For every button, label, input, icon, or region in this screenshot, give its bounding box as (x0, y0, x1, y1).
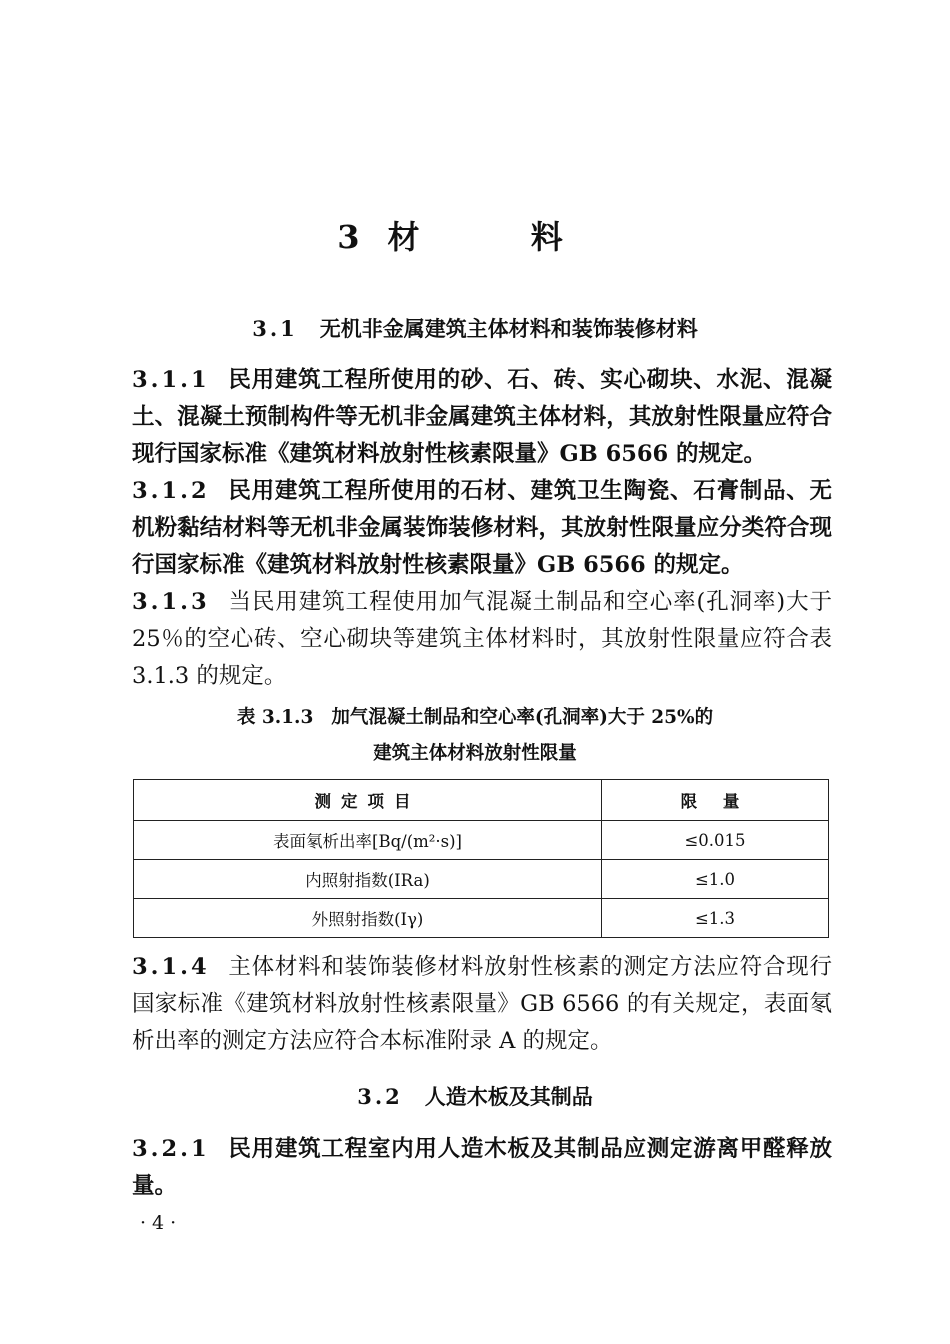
row-item: 内照射指数(IRa) (134, 860, 602, 899)
clause-3-1-4 (132, 949, 832, 1060)
clause-3-1-1 (132, 362, 832, 473)
header-item: 测定项目 (134, 780, 602, 821)
clause-text: 民用建筑工程所使用的石材、建筑卫生陶瓷、石膏制品、无机粉黏结材料等无机非金属装饰装修材料，其放射性限量应分类符合现行国家标准《建筑材料放射性核素限量》GB 6566 的规定。 (132, 478, 832, 578)
table-caption-line-2: 建筑主体材料放射性限量 (373, 743, 577, 764)
section-heading-3-2 (0, 1081, 950, 1111)
clause-text: 当民用建筑工程使用加气混凝土制品和空心率(孔洞率)大于 25％的空心砖、空心砌块等建筑主体材料时，其放射性限量应符合表 3.1.3 的规定。 (132, 589, 832, 689)
clause-text: 民用建筑工程室内用人造木板及其制品应测定游离甲醛释放量。 (132, 1136, 832, 1199)
table-row (134, 899, 829, 938)
chapter-title-text: 材 料 (387, 218, 613, 256)
chapter-number: 3 (337, 218, 362, 256)
radioactivity-limits-table (133, 779, 829, 938)
row-limit: ≤1.0 (602, 860, 829, 899)
clause-number: 3.2.1 (132, 1136, 210, 1162)
table-row (134, 821, 829, 860)
section-title: 无机非金属建筑主体材料和装饰装修材料 (319, 316, 698, 341)
clause-text: 民用建筑工程所使用的砂、石、砖、实心砌块、水泥、混凝土、混凝土预制构件等无机非金属建筑主体材料，其放射性限量应符合现行国家标准《建筑材料放射性核素限量》GB 6566 的规定。 (132, 367, 832, 467)
page-number: ·4· (140, 1212, 183, 1234)
clause-number: 3.1.1 (132, 367, 210, 393)
clause-text: 主体材料和装饰装修材料放射性核素的测定方法应符合现行国家标准《建筑材料放射性核素限量》GB 6566 的有关规定，表面氡析出率的测定方法应符合本标准附录 A 的规定。 (132, 954, 832, 1054)
header-limit: 限 量 (602, 780, 829, 821)
table-caption-text: 加气混凝土制品和空心率(孔洞率)大于 25%的 (331, 707, 714, 728)
section-number: 3.1 (252, 316, 298, 341)
row-item: 表面氡析出率[Bq/(m²·s)] (134, 821, 602, 860)
clause-3-1-2 (132, 473, 832, 584)
row-limit: ≤0.015 (602, 821, 829, 860)
clause-3-1-3 (132, 584, 832, 695)
chapter-title (0, 212, 950, 258)
section-title: 人造木板及其制品 (424, 1084, 593, 1109)
clause-number: 3.1.3 (132, 589, 210, 615)
section-number: 3.2 (357, 1084, 403, 1109)
row-limit: ≤1.3 (602, 899, 829, 938)
table-caption-line-1 (0, 700, 950, 736)
table-caption (0, 700, 950, 772)
clause-number: 3.1.4 (132, 954, 210, 980)
clause-3-2-1 (132, 1131, 832, 1205)
table-header-row (134, 780, 829, 821)
table-row (134, 860, 829, 899)
table-number: 表 3.1.3 (236, 707, 314, 728)
row-item: 外照射指数(Iγ) (134, 899, 602, 938)
clause-number: 3.1.2 (132, 478, 210, 504)
section-heading-3-1 (0, 313, 950, 343)
